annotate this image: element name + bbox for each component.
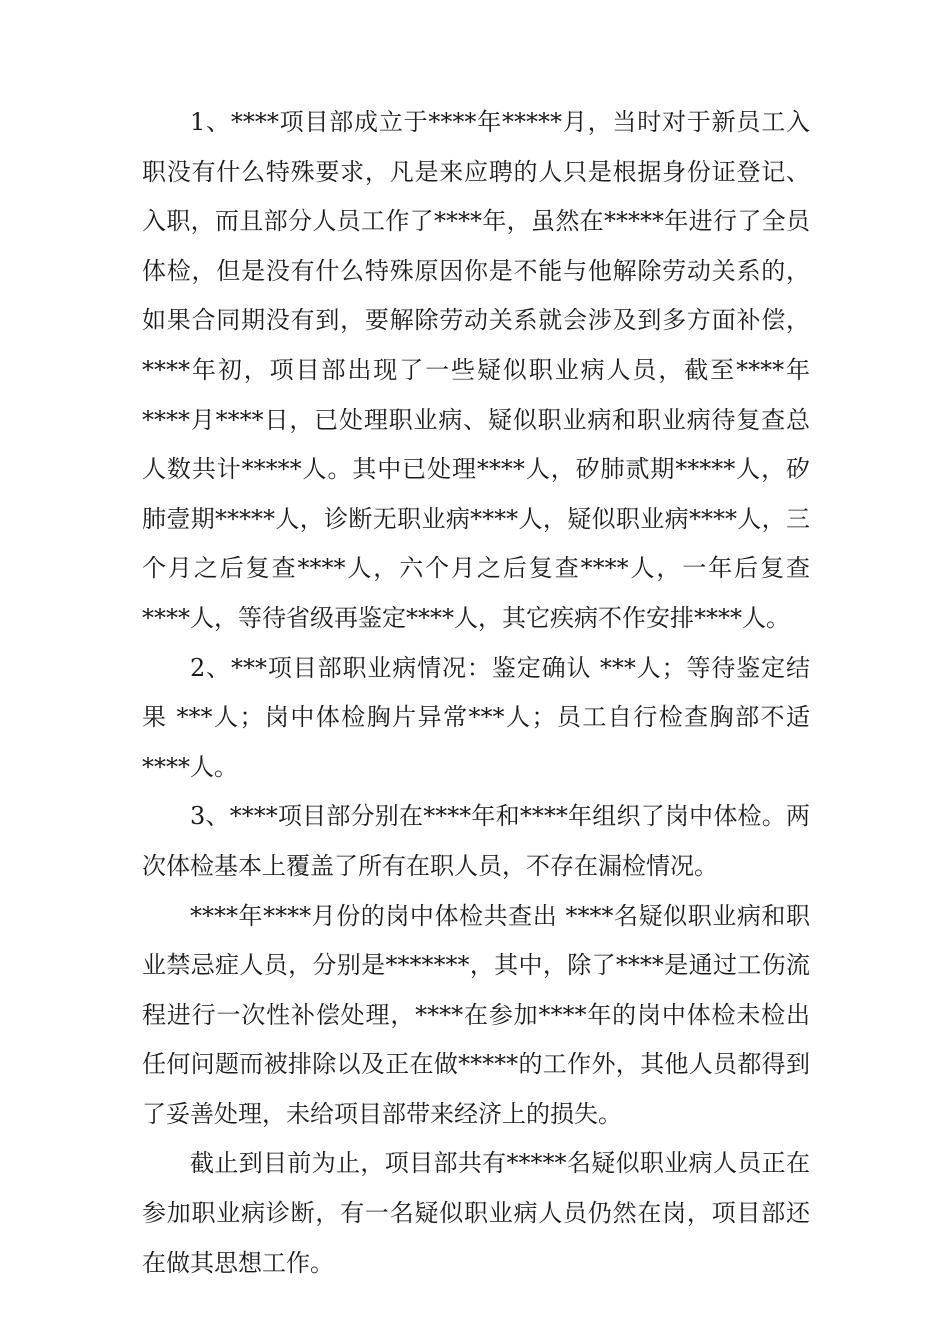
paragraph-4: ****年****月份的岗中体检共查出 ****名疑似职业病和职业禁忌症人员，分别是*******，其中，除了****是通过工伤流程进行一次性补偿处理，****在参加****年的岗中体检未检出任何问题而被排除以及正在做*****的工作外，其他人员都得到了妥善处理，未给项目部带来经济上的损失。 [142, 901, 810, 1128]
paragraph-5: 截止到目前为止，项目部共有*****名疑似职业病人员正在参加职业病诊断，有一名疑似职业病人员仍然在岗，项目部还在做其思想工作。 [142, 1149, 810, 1277]
paragraph-3: 3、****项目部分别在****年和****年组织了岗中体检。两次体检基本上覆盖了所有在职人员，不存在漏检情况。 [142, 802, 810, 880]
document-body [142, 98, 810, 1288]
paragraph-1: 1、****项目部成立于****年*****月，当时对于新员工入职没有什么特殊要求，凡是来应聘的人只是根据身份证登记、入职，而且部分人员工作了****年，虽然在*****年进行了全员体检，但是没有什么特殊原因你是不能与他解除劳动关系的，如果合同期没有到，要解除劳动关系就会涉及到多方面补偿，****年初，项目部出现了一些疑似职业病人员，截至****年****月****日，已处理职业病、疑似职业病和职业病待复查总人数共计*****人。其中已处理****人，矽肺贰期*****人，矽肺壹期*****人，诊断无职业病****人，疑似职业病****人，三个月之后复查****人，六个月之后复查****人，一年后复查****人，等待省级再鉴定****人，其它疾病不作安排****人。 [142, 108, 810, 632]
paragraph-2: 2、***项目部职业病情况：鉴定确认 ***人；等待鉴定结果 ***人；岗中体检胸片异常***人；员工自行检查胸部不适****人。 [142, 653, 810, 781]
